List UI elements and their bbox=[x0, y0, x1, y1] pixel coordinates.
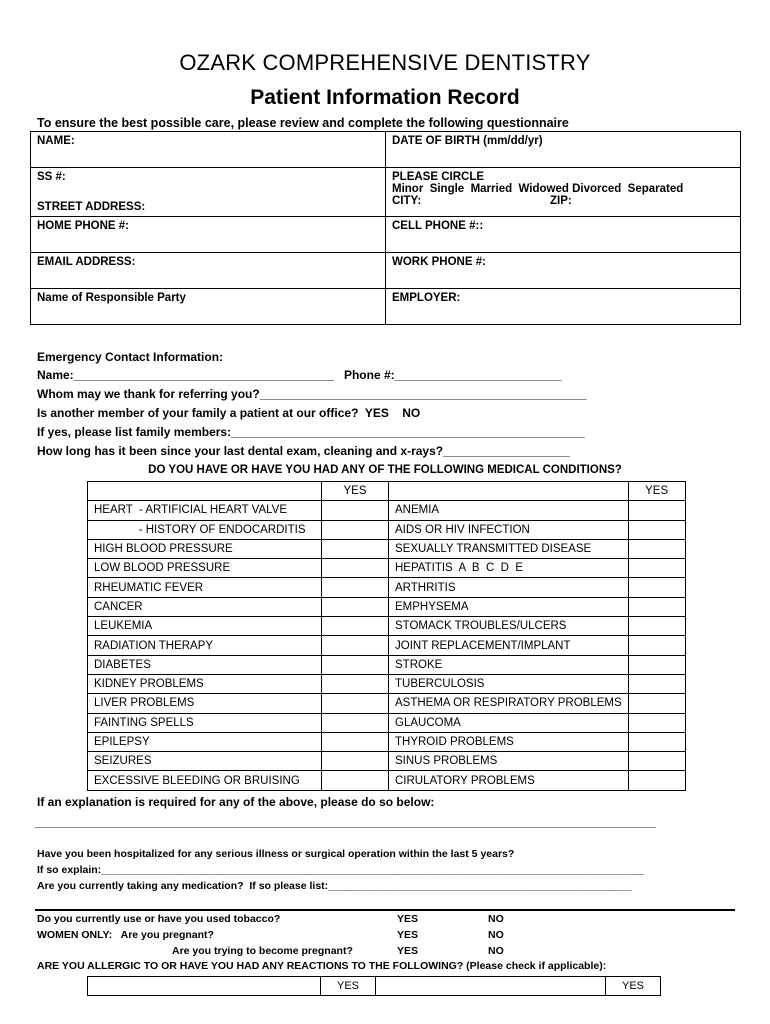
allergy-blank-right bbox=[376, 977, 606, 996]
condition-left-yes-box[interactable] bbox=[322, 520, 389, 539]
condition-left-label: HEART - ARTIFICIAL HEART VALVE bbox=[88, 501, 322, 520]
condition-left-yes-box[interactable] bbox=[322, 694, 389, 713]
condition-left-yes-box[interactable] bbox=[322, 636, 389, 655]
intro-text: To ensure the best possible care, please review and complete the following questionnaire bbox=[37, 116, 569, 130]
emergency-name-line[interactable]: Name:_______________________________________ Phone #:_________________________ bbox=[37, 368, 562, 382]
condition-right-yes-box[interactable] bbox=[628, 501, 685, 520]
condition-row bbox=[88, 694, 686, 713]
condition-left-label: LIVER PROBLEMS bbox=[88, 694, 322, 713]
condition-left-label: CANCER bbox=[88, 597, 322, 616]
condition-row bbox=[88, 674, 686, 693]
medical-heading: DO YOU HAVE OR HAVE YOU HAD ANY OF THE FOLLOWING MEDICAL CONDITIONS? bbox=[148, 464, 622, 476]
condition-right-yes-box[interactable] bbox=[628, 578, 685, 597]
trying-yes[interactable]: YES bbox=[397, 945, 419, 957]
condition-right-yes-box[interactable] bbox=[628, 771, 685, 790]
family-list-line[interactable]: If yes, please list family members:_____________________________________________________ bbox=[37, 425, 585, 439]
condition-row bbox=[88, 539, 686, 558]
responsible-party-field[interactable]: Name of Responsible Party bbox=[31, 289, 386, 325]
condition-row bbox=[88, 713, 686, 732]
tobacco-no[interactable]: NO bbox=[488, 913, 504, 925]
practice-name: OZARK COMPREHENSIVE DENTISTRY bbox=[179, 50, 591, 75]
condition-right-label: ANEMIA bbox=[389, 501, 629, 520]
section-divider bbox=[35, 909, 735, 911]
condition-left-label: RHEUMATIC FEVER bbox=[88, 578, 322, 597]
condition-row bbox=[88, 636, 686, 655]
condition-left-yes-box[interactable] bbox=[322, 501, 389, 520]
allergy-yes-left: YES bbox=[321, 977, 376, 996]
hospitalized-question: Have you been hospitalized for any serious illness or surgical operation within the last 5 years? bbox=[37, 848, 515, 860]
ss-field[interactable] bbox=[31, 168, 386, 217]
family-question[interactable]: Is another member of your family a patient at our office? YES NO bbox=[37, 406, 421, 420]
trying-pregnant-question: Are you trying to become pregnant? bbox=[172, 945, 353, 957]
marital-options[interactable]: Minor Single Married Widowed Divorced Separated bbox=[392, 183, 684, 195]
condition-left-yes-box[interactable] bbox=[322, 539, 389, 558]
condition-right-yes-box[interactable] bbox=[628, 655, 685, 674]
city-label: CITY: bbox=[392, 195, 422, 207]
marital-status-field[interactable] bbox=[386, 168, 741, 217]
explanation-prompt: If an explanation is required for any of the above, please do so below: bbox=[37, 795, 435, 809]
condition-right-label: SINUS PROBLEMS bbox=[389, 752, 629, 771]
header-blank-left bbox=[88, 482, 322, 501]
condition-row bbox=[88, 501, 686, 520]
dental-exam-line[interactable]: How long has it been since your last dental exam, cleaning and x-rays?___________________ bbox=[37, 444, 570, 458]
condition-left-yes-box[interactable] bbox=[322, 752, 389, 771]
condition-left-yes-box[interactable] bbox=[322, 617, 389, 636]
tobacco-question: Do you currently use or have you used tobacco? bbox=[37, 913, 281, 925]
condition-right-label: STROKE bbox=[389, 655, 629, 674]
condition-row bbox=[88, 559, 686, 578]
condition-left-yes-box[interactable] bbox=[322, 559, 389, 578]
condition-right-yes-box[interactable] bbox=[628, 559, 685, 578]
explanation-line[interactable]: _____________________________________________________________________________________________ bbox=[35, 815, 656, 829]
condition-right-label: GLAUCOMA bbox=[389, 713, 629, 732]
condition-right-yes-box[interactable] bbox=[628, 752, 685, 771]
condition-right-label: TUBERCULOSIS bbox=[389, 674, 629, 693]
dob-field[interactable]: DATE OF BIRTH (mm/dd/yr) bbox=[386, 132, 741, 168]
please-circle-label: PLEASE CIRCLE bbox=[392, 171, 485, 183]
condition-left-yes-box[interactable] bbox=[322, 713, 389, 732]
condition-right-yes-box[interactable] bbox=[628, 674, 685, 693]
pregnant-question: WOMEN ONLY: Are you pregnant? bbox=[37, 929, 214, 941]
ss-label: SS #: bbox=[37, 171, 66, 183]
condition-left-label: EPILEPSY bbox=[88, 732, 322, 751]
condition-left-yes-box[interactable] bbox=[322, 655, 389, 674]
street-label: STREET ADDRESS: bbox=[37, 201, 146, 213]
condition-right-label: SEXUALLY TRANSMITTED DISEASE bbox=[389, 539, 629, 558]
condition-right-yes-box[interactable] bbox=[628, 732, 685, 751]
yes-header-right: YES bbox=[628, 482, 685, 501]
condition-left-label: LEUKEMIA bbox=[88, 617, 322, 636]
condition-row bbox=[88, 752, 686, 771]
condition-left-yes-box[interactable] bbox=[322, 771, 389, 790]
condition-right-yes-box[interactable] bbox=[628, 597, 685, 616]
condition-right-label: ASTHEMA OR RESPIRATORY PROBLEMS bbox=[389, 694, 629, 713]
condition-left-yes-box[interactable] bbox=[322, 578, 389, 597]
condition-row bbox=[88, 597, 686, 616]
condition-right-label: JOINT REPLACEMENT/IMPLANT bbox=[389, 636, 629, 655]
condition-left-label: SEIZURES bbox=[88, 752, 322, 771]
pregnant-yes[interactable]: YES bbox=[397, 929, 419, 941]
name-field[interactable]: NAME: bbox=[31, 132, 386, 168]
allergy-blank-left bbox=[88, 977, 321, 996]
condition-row bbox=[88, 771, 686, 790]
employer-field[interactable]: EMPLOYER: bbox=[386, 289, 741, 325]
work-phone-field[interactable]: WORK PHONE #: bbox=[386, 253, 741, 289]
condition-row bbox=[88, 520, 686, 539]
condition-left-yes-box[interactable] bbox=[322, 597, 389, 616]
medication-line[interactable]: Are you currently taking any medication? If so please list:____________________________________________________ bbox=[37, 880, 632, 892]
condition-right-label: EMPHYSEMA bbox=[389, 597, 629, 616]
condition-right-label: STOMACK TROUBLES/ULCERS bbox=[389, 617, 629, 636]
cell-phone-field[interactable]: CELL PHONE #:: bbox=[386, 217, 741, 253]
condition-right-label: THYROID PROBLEMS bbox=[389, 732, 629, 751]
pregnant-no[interactable]: NO bbox=[488, 929, 504, 941]
condition-left-label: LOW BLOOD PRESSURE bbox=[88, 559, 322, 578]
trying-no[interactable]: NO bbox=[488, 945, 504, 957]
condition-left-label: HIGH BLOOD PRESSURE bbox=[88, 539, 322, 558]
condition-left-label: DIABETES bbox=[88, 655, 322, 674]
condition-right-yes-box[interactable] bbox=[628, 520, 685, 539]
home-phone-field[interactable]: HOME PHONE #: bbox=[31, 217, 386, 253]
allergy-yes-right: YES bbox=[606, 977, 661, 996]
tobacco-yes[interactable]: YES bbox=[397, 913, 419, 925]
condition-row bbox=[88, 578, 686, 597]
emergency-heading: Emergency Contact Information: bbox=[37, 350, 224, 364]
allergy-heading: ARE YOU ALLERGIC TO OR HAVE YOU HAD ANY REACTIONS TO THE FOLLOWING? (Please check if applicable): bbox=[37, 960, 607, 972]
referral-line[interactable]: Whom may we thank for referring you?_________________________________________________ bbox=[37, 387, 587, 401]
form-title: Patient Information Record bbox=[250, 86, 520, 109]
condition-right-label: CIRULATORY PROBLEMS bbox=[389, 771, 629, 790]
condition-right-label: AIDS OR HIV INFECTION bbox=[389, 520, 629, 539]
condition-left-label: KIDNEY PROBLEMS bbox=[88, 674, 322, 693]
condition-left-label: - HISTORY OF ENDOCARDITIS bbox=[88, 520, 322, 539]
yes-header-left: YES bbox=[322, 482, 389, 501]
header-blank-right bbox=[389, 482, 629, 501]
condition-left-label: FAINTING SPELLS bbox=[88, 713, 322, 732]
condition-row bbox=[88, 655, 686, 674]
hospitalized-explain-line[interactable]: If so explain:_____________________________________________________________________________________________ bbox=[37, 864, 645, 876]
condition-right-yes-box[interactable] bbox=[628, 539, 685, 558]
condition-right-yes-box[interactable] bbox=[628, 617, 685, 636]
condition-row bbox=[88, 617, 686, 636]
condition-right-yes-box[interactable] bbox=[628, 636, 685, 655]
medical-conditions-table bbox=[87, 481, 686, 791]
condition-row bbox=[88, 732, 686, 751]
condition-left-yes-box[interactable] bbox=[322, 732, 389, 751]
condition-left-yes-box[interactable] bbox=[322, 674, 389, 693]
condition-right-yes-box[interactable] bbox=[628, 713, 685, 732]
condition-right-label: HEPATITIS A B C D E bbox=[389, 559, 629, 578]
zip-label: ZIP: bbox=[550, 195, 572, 207]
condition-left-label: RADIATION THERAPY bbox=[88, 636, 322, 655]
patient-info-table bbox=[30, 131, 741, 325]
condition-right-label: ARTHRITIS bbox=[389, 578, 629, 597]
allergy-table bbox=[87, 976, 661, 996]
condition-right-yes-box[interactable] bbox=[628, 694, 685, 713]
email-field[interactable]: EMAIL ADDRESS: bbox=[31, 253, 386, 289]
condition-left-label: EXCESSIVE BLEEDING OR BRUISING bbox=[88, 771, 322, 790]
